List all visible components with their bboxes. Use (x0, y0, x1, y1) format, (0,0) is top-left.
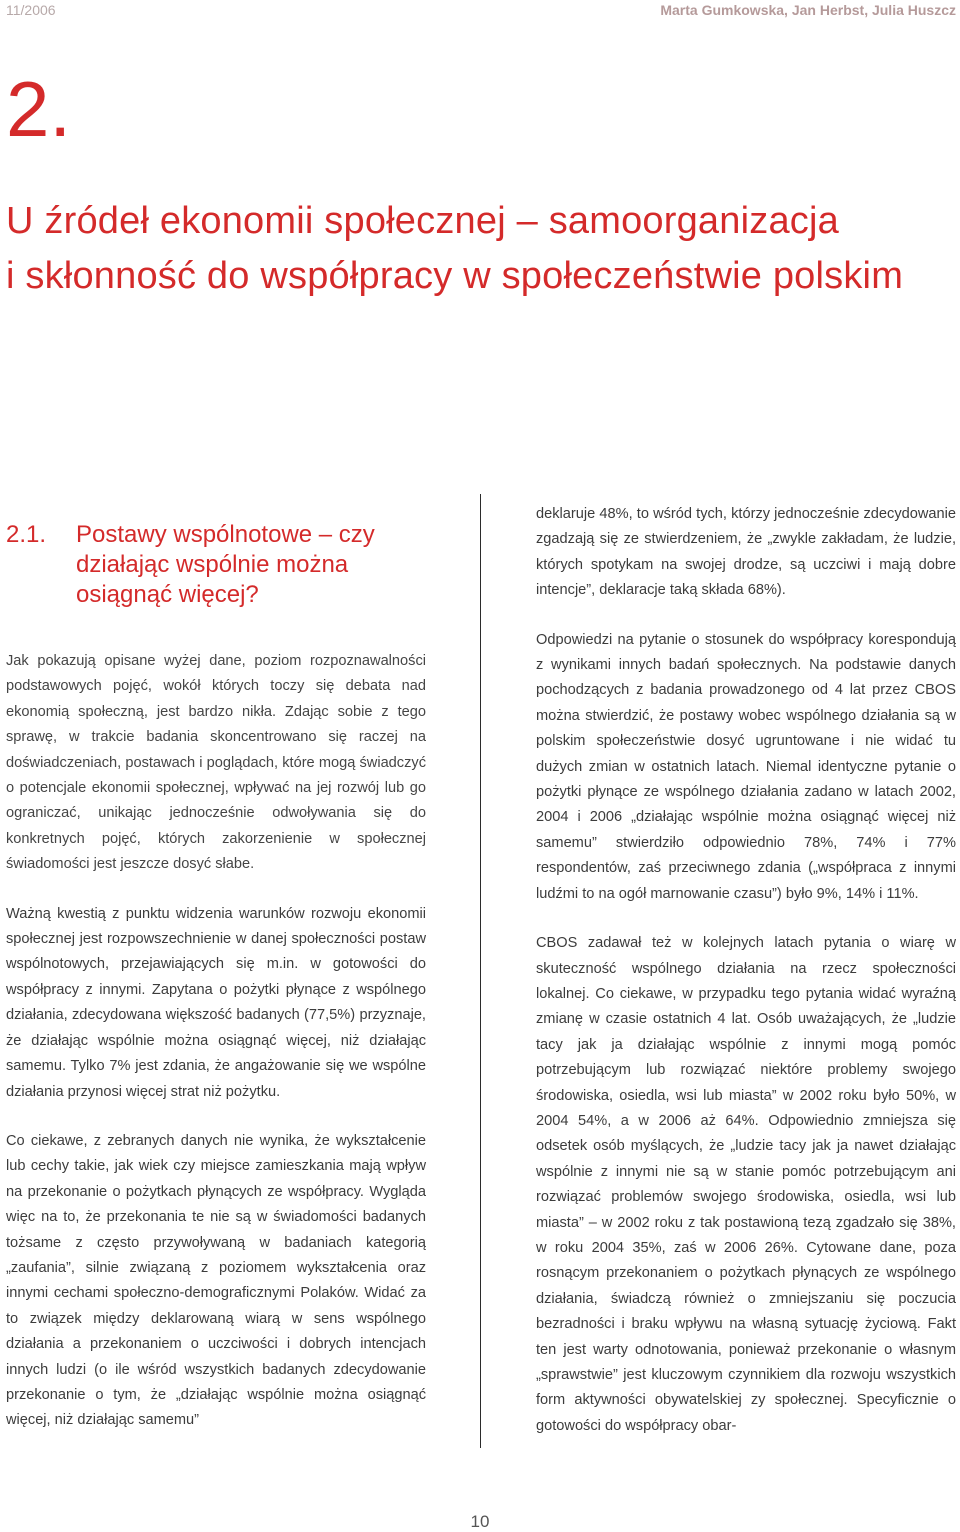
section-title (76, 520, 375, 610)
right-column (536, 502, 956, 1463)
left-column (6, 649, 426, 1458)
authors: Marta Gumkowska, Jan Herbst, Julia Huszcz (660, 2, 956, 18)
issue-number: 11/2006 (6, 2, 56, 18)
left-paragraph-1: Jak pokazują opisane wyżej dane, poziom rozpoznawalności podstawowych pojęć, wokół których toczy się debata nad ekonomią społeczną, jest bardzo nikła. Zdając sobie z tego sprawę, w trakcie badania skoncentrowano się raczej na doświadczeniach, postawach i poglądach, które mogą świadczyć o potencjale ekonomii społecznej, wpływać na jej rozwój lub go ograniczać, unikając jednocześnie odwoływania się do konkretnych pojęć, których zakorzenienie w społecznej świadomości jest jeszcze dosyć słabe. (6, 653, 426, 873)
right-paragraph-1: deklaruje 48%, to wśród tych, którzy jednocześnie zdecydowanie zgadzają się ze stwierdzeniem, że „zwykle zakładam, że ludzie, których spotykam na swojej drodze, są uczciwi i mają dobre intencje”, deklaracje taką składa 68%). (536, 506, 956, 599)
section-title-line-3: osiągnąć więcej? (76, 581, 259, 608)
section-heading (6, 520, 375, 610)
section-title-line-1: Postawy wspólnotowe – czy (76, 521, 375, 548)
chapter-title (6, 194, 903, 304)
section-number: 2.1. (6, 521, 47, 548)
page-number: 10 (470, 1512, 490, 1531)
chapter-title-line-2: i skłonność do współpracy w społeczeństwie polskim (6, 255, 904, 297)
chapter-title-line-1: U źródeł ekonomii społecznej – samoorganizacja (6, 200, 839, 242)
column-divider (480, 494, 481, 1448)
left-paragraph-2: Ważną kwestią z punktu widzenia warunków rozwoju ekonomii społecznej jest rozpowszechnienie w danej społeczności postaw wspólnotowych, przejawiających się m.in. w gotowości do współpracy z innymi. Zapytana o pożytki płynące z wspólnego działania, zdecydowana większość badanych (77,5%) przyznaje, że działając wspólnie można osiągnąć więcej, niż działając samemu. Tylko 7% jest zdania, że angażowanie się we wspólne działania przynosi więcej strat niż pożytku. (6, 905, 426, 1100)
chapter-number: 2. (6, 65, 72, 153)
right-paragraph-2: Odpowiedzi na pytanie o stosunek do współpracy korespondują z wynikami innych badań społecznych. Na podstawie danych pochodzących z badania prowadzonego od 4 lat przez CBOS można stwierdzić, że postawy wobec wspólnego działania są w polskim społeczeństwie dosyć ugruntowane i nie widać tu dużych zmian w ostatnich latach. Niemal identyczne pytanie o pożytki płynące ze wspólnego działania zadano w latach 2002, 2004 i 2006 „działając wspólnie można osiągnąć więcej niż samemu” stwierdziło odpowiednio 78%, 74% i 77% respondentów, zaś przeciwnego zdania („współpraca z innymi ludźmi to na ogół marnowanie czasu”) było 9%, 14% i 11%. (536, 631, 956, 902)
right-paragraph-3: CBOS zadawał też w kolejnych latach pytania o wiarę w skuteczność wspólnego działania na rzecz społeczności lokalnej. Co ciekawe, w przypadku tego pytania widać wyraźną zmianę w czasie ostatnich 4 lat. Osób uważających, że „ludzie tacy jak ja działając wspólnie z innymi mogą pomóc potrzebującym lub rozwiązać niektóre problemy swojego środowiska, osiedla, wsi lub miasta” w 2002 roku było 50%, w 2004 54%, a w 2006 aż 64%. Odpowiednio zmniejsza się odsetek osób myślących, że „ludzie tacy jak ja nawet działając wspólnie z innymi nie są w stanie pomóc potrzebującym ani rozwiązać problemów swojego środowiska, osiedla, wsi lub miasta” – w 2002 roku z tak postawioną tezą zgadzało się 38%, w roku 2004 35%, zaś w 2006 26%. Cytowane dane, poza rosnącym przekonaniem o pożytkach płynących ze wspólnego działania, świadczą również o zmniejszaniu się poczucia bezradności i braku wpływu na własną sytuację życiową. Fakt ten jest warty odnotowania, ponieważ przekonanie o własnym „sprawstwie” jest kluczowym czynnikiem dla rozwoju wszystkich form aktywności obywatelskiej zy społecznej. Specyficznie o gotowości do współpracy obar- (536, 935, 956, 1434)
left-paragraph-3: Co ciekawe, z zebranych danych nie wynika, że wykształcenie lub cechy takie, jak wiek czy miejsce zamieszkania mają wpływ na przekonanie o pożytkach płynących ze współpracy. Wygląda więc na to, że przekonania te nie są w świadomości badanych tożsame z często przywoływaną w badaniach kategorią „zaufania”, silnie związaną z poziomem wykształcenia oraz innymi cechami społeczno-demograficznymi Polaków. Widać za to związek między deklarowaną wiarą w sens wspólnego działania a przekonaniem o uczciwości i dobrych intencjach innych ludzi (o ile wśród wszystkich badanych zdecydowanie przekonanie o tym, że „działając wspólnie można osiągnąć więcej, niż działając samemu” (6, 1132, 426, 1429)
section-title-line-2: działając wspólnie można (76, 551, 349, 578)
